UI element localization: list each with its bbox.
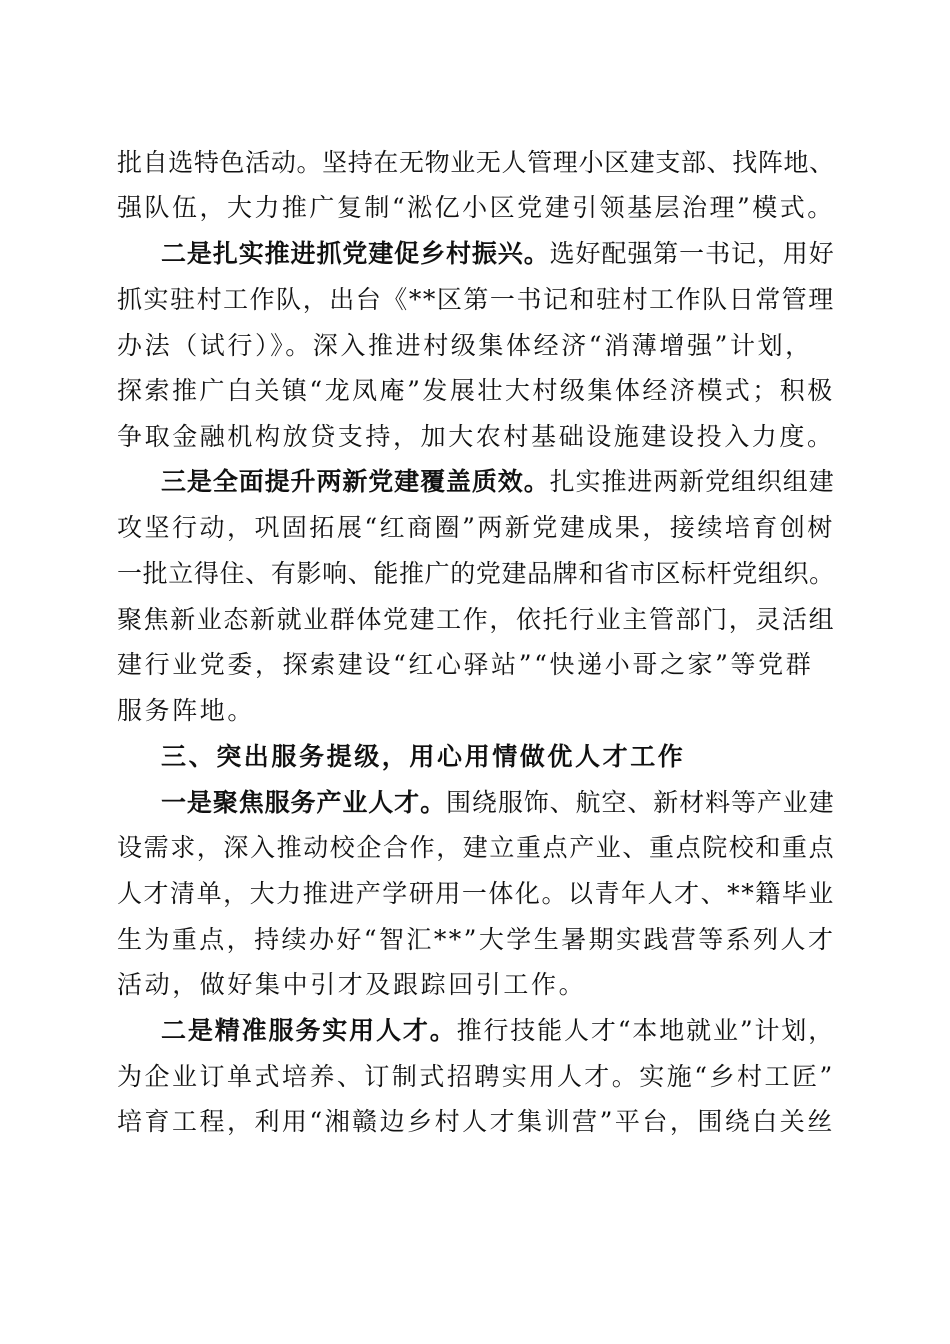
- p4-line-2: 设需求，深入推动校企合作，建立重点产业、重点院校和重点: [117, 833, 836, 862]
- p4-lead: 一是聚焦服务产业人才。: [161, 788, 446, 817]
- p2-lead: 二是扎实推进抓党建促乡村振兴。: [161, 239, 550, 268]
- p3-line-6: 服务阵地。: [117, 696, 256, 725]
- p5-lead: 二是精准服务实用人才。: [161, 1016, 457, 1045]
- p5-line-1: [161, 1016, 835, 1046]
- p2-line-3: 办法（试行）》。深入推进村级集体经济“消薄增强”计划，: [117, 331, 813, 360]
- p3-line-1: [161, 467, 835, 497]
- p2-line-4: 探索推广白关镇“龙凤庵”发展壮大村级集体经济模式；积极: [117, 376, 835, 405]
- p3-first-rest: 扎实推进两新党组织组建: [549, 467, 835, 496]
- p5-first-rest: 推行技能人才“本地就业”计划，: [456, 1016, 836, 1045]
- p1-line-2: 强队伍，大力推广复制“淞亿小区党建引领基层治理”模式。: [117, 193, 835, 222]
- p3-line-5: 建行业党委，探索建设“红心驿站”“快递小哥之家”等党群: [117, 650, 814, 679]
- p3-lead: 三是全面提升两新党建覆盖质效。: [161, 467, 550, 496]
- p4-first-rest: 围绕服饰、航空、新材料等产业建: [446, 788, 835, 817]
- p2-line-1: [161, 239, 835, 269]
- p3-line-3: 一批立得住、有影响、能推广的党建品牌和省市区标杆党组织。: [117, 559, 835, 588]
- p5-line-2: 为企业订单式培养、订制式招聘实用人才。实施“乡村工匠”: [117, 1062, 835, 1091]
- p3-line-2: 攻坚行动，巩固拓展“红商圈”两新党建成果，接续培育创树: [117, 513, 835, 542]
- p4-line-1: [161, 788, 835, 818]
- section-heading: 三、突出服务提级，用心用情做优人才工作: [161, 742, 686, 771]
- p2-line-5: 争取金融机构放贷支持，加大农村基础设施建设投入力度。: [117, 422, 835, 451]
- p1-line-1: 批自选特色活动。坚持在无物业无人管理小区建支部、找阵地、: [117, 148, 835, 177]
- p5-line-3: 培育工程，利用“湘赣边乡村人才集训营”平台，围绕白关丝: [117, 1107, 835, 1136]
- p3-line-4: 聚焦新业态新就业群体党建工作，依托行业主管部门，灵活组: [117, 605, 836, 634]
- p4-line-3: 人才清单，大力推进产学研用一体化。以青年人才、**籍毕业: [117, 879, 835, 908]
- p2-line-2: 抓实驻村工作队，出台《**区第一书记和驻村工作队日常管理: [117, 285, 835, 314]
- p4-line-5: 活动，做好集中引才及跟踪回引工作。: [117, 970, 587, 999]
- p4-line-4: 生为重点，持续办好“智汇**”大学生暑期实践营等系列人才: [117, 925, 836, 954]
- p2-first-rest: 选好配强第一书记，用好: [549, 239, 835, 268]
